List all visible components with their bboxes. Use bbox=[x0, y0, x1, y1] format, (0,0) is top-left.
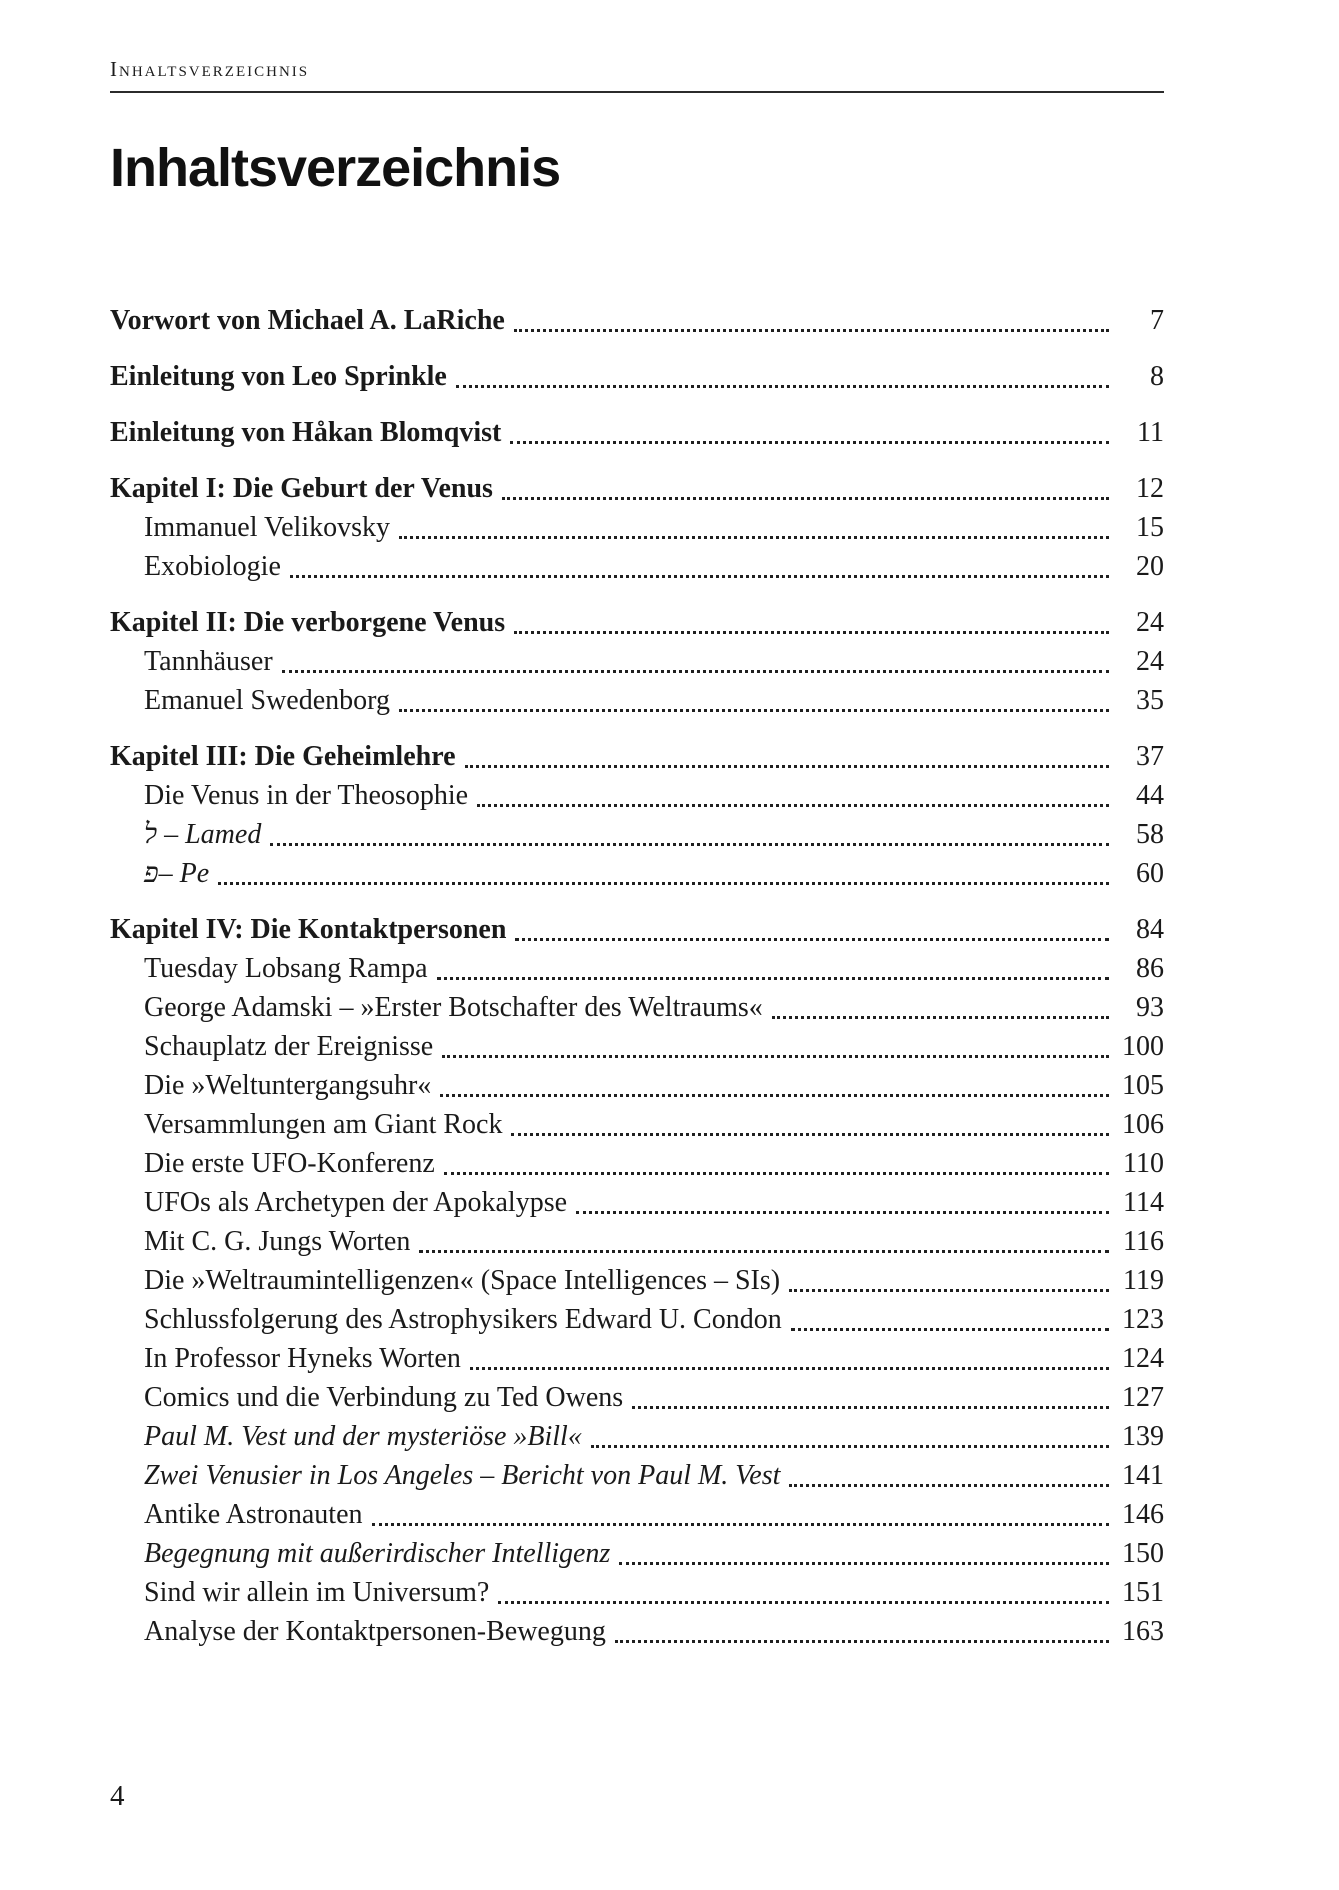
toc-entry-label: Die »Weltraumintelligenzen« (Space Intelligences – SIs) bbox=[144, 1265, 781, 1297]
toc-entry-page-number: 24 bbox=[1136, 607, 1164, 639]
toc-entry-page-number: 106 bbox=[1122, 1109, 1164, 1141]
table-of-contents bbox=[110, 301, 1164, 1651]
toc-entry bbox=[110, 1300, 1164, 1339]
toc-entry bbox=[110, 1378, 1164, 1417]
toc-entry-page-number: 105 bbox=[1122, 1070, 1164, 1102]
toc-entry bbox=[110, 1534, 1164, 1573]
toc-entry-page-number: 146 bbox=[1122, 1499, 1164, 1531]
footer-page-number: 4 bbox=[110, 1780, 125, 1812]
dot-leader bbox=[444, 1172, 1109, 1175]
toc-entry-page-number: 37 bbox=[1136, 741, 1164, 773]
toc-entry-label: פ– Pe bbox=[144, 858, 210, 890]
toc-entry-page-number: 119 bbox=[1123, 1265, 1164, 1297]
toc-entry bbox=[110, 1144, 1164, 1183]
dot-leader bbox=[789, 1289, 1109, 1292]
dot-leader bbox=[270, 843, 1109, 846]
toc-entry-label: Kapitel IV: Die Kontaktpersonen bbox=[110, 914, 507, 946]
toc-entry-label: George Adamski – »Erster Botschafter des Weltraums« bbox=[144, 992, 763, 1024]
dot-leader bbox=[282, 670, 1109, 673]
toc-entry bbox=[110, 737, 1164, 776]
toc-entry bbox=[110, 1339, 1164, 1378]
dot-leader bbox=[514, 631, 1109, 634]
toc-entry bbox=[110, 1573, 1164, 1612]
toc-entry bbox=[110, 988, 1164, 1027]
toc-entry-page-number: 127 bbox=[1122, 1382, 1164, 1414]
dot-leader bbox=[419, 1250, 1109, 1253]
toc-entry bbox=[110, 776, 1164, 815]
toc-entry-page-number: 20 bbox=[1136, 551, 1164, 583]
toc-entry-label: Antike Astronauten bbox=[144, 1499, 363, 1531]
toc-entry bbox=[110, 357, 1164, 396]
toc-entry bbox=[110, 469, 1164, 508]
toc-entry bbox=[110, 681, 1164, 720]
toc-entry-label: Comics und die Verbindung zu Ted Owens bbox=[144, 1382, 624, 1414]
toc-entry-label: Schauplatz der Ereignisse bbox=[144, 1031, 434, 1063]
dot-leader bbox=[791, 1328, 1109, 1331]
dot-leader bbox=[515, 938, 1109, 941]
toc-entry bbox=[110, 1105, 1164, 1144]
dot-leader bbox=[477, 804, 1109, 807]
toc-entry-label: In Professor Hyneks Worten bbox=[144, 1343, 461, 1375]
toc-entry bbox=[110, 1222, 1164, 1261]
dot-leader bbox=[789, 1484, 1109, 1487]
toc-entry bbox=[110, 603, 1164, 642]
toc-entry-page-number: 124 bbox=[1122, 1343, 1164, 1375]
toc-entry-page-number: 150 bbox=[1122, 1538, 1164, 1570]
toc-entry-page-number: 8 bbox=[1150, 361, 1164, 393]
toc-entry-label: Zwei Venusier in Los Angeles – Bericht von Paul M. Vest bbox=[144, 1460, 781, 1492]
toc-entry bbox=[110, 910, 1164, 949]
toc-entry-page-number: 123 bbox=[1122, 1304, 1164, 1336]
page-title: Inhaltsverzeichnis bbox=[110, 138, 561, 199]
dot-leader bbox=[437, 977, 1109, 980]
dot-leader bbox=[290, 575, 1109, 578]
toc-entry-label: ל – Lamed bbox=[144, 819, 262, 851]
toc-entry-label: Die »Weltuntergangsuhr« bbox=[144, 1070, 432, 1102]
toc-entry-label: Einleitung von Leo Sprinkle bbox=[110, 361, 447, 393]
toc-entry-page-number: 11 bbox=[1137, 417, 1164, 449]
dot-leader bbox=[456, 385, 1109, 388]
toc-entry-page-number: 100 bbox=[1122, 1031, 1164, 1063]
dot-leader bbox=[218, 882, 1109, 885]
toc-entry-label: Versammlungen am Giant Rock bbox=[144, 1109, 503, 1141]
toc-entry-label: Tannhäuser bbox=[144, 646, 273, 678]
toc-entry bbox=[110, 1495, 1164, 1534]
toc-entry-page-number: 163 bbox=[1122, 1616, 1164, 1648]
dot-leader bbox=[514, 329, 1109, 332]
toc-entry-label: Begegnung mit außerirdischer Intelligenz bbox=[144, 1538, 611, 1570]
toc-entry bbox=[110, 1261, 1164, 1300]
toc-entry-page-number: 24 bbox=[1136, 646, 1164, 678]
toc-entry-page-number: 7 bbox=[1150, 305, 1164, 337]
toc-entry-page-number: 12 bbox=[1136, 473, 1164, 505]
toc-entry bbox=[110, 815, 1164, 854]
running-header: Inhaltsverzeichnis bbox=[110, 57, 310, 81]
toc-entry-page-number: 114 bbox=[1123, 1187, 1164, 1219]
toc-entry-label: Analyse der Kontaktpersonen-Bewegung bbox=[144, 1616, 606, 1648]
toc-entry-label: Die Venus in der Theosophie bbox=[144, 780, 469, 812]
toc-entry-page-number: 35 bbox=[1136, 685, 1164, 717]
toc-entry-page-number: 139 bbox=[1122, 1421, 1164, 1453]
toc-entry-label: Kapitel I: Die Geburt der Venus bbox=[110, 473, 493, 505]
dot-leader bbox=[511, 1133, 1109, 1136]
toc-entry-page-number: 84 bbox=[1136, 914, 1164, 946]
dot-leader bbox=[442, 1055, 1109, 1058]
dot-leader bbox=[619, 1562, 1109, 1565]
toc-entry bbox=[110, 1612, 1164, 1651]
dot-leader bbox=[510, 441, 1109, 444]
toc-entry-label: Kapitel III: Die Geheimlehre bbox=[110, 741, 456, 773]
toc-entry-label: Einleitung von Håkan Blomqvist bbox=[110, 417, 502, 449]
toc-entry-label: Paul M. Vest und der mysteriöse »Bill« bbox=[144, 1421, 582, 1453]
toc-entry-page-number: 110 bbox=[1123, 1148, 1164, 1180]
dot-leader bbox=[470, 1367, 1109, 1370]
toc-entry-label: Schlussfolgerung des Astrophysikers Edward U. Condon bbox=[144, 1304, 782, 1336]
dot-leader bbox=[399, 536, 1109, 539]
toc-entry-label: Emanuel Swedenborg bbox=[144, 685, 390, 717]
toc-entry-page-number: 58 bbox=[1136, 819, 1164, 851]
toc-entry-label: Exobiologie bbox=[144, 551, 281, 583]
toc-entry bbox=[110, 1066, 1164, 1105]
toc-entry bbox=[110, 1456, 1164, 1495]
toc-entry-label: Mit C. G. Jungs Worten bbox=[144, 1226, 411, 1258]
toc-entry-label: Vorwort von Michael A. LaRiche bbox=[110, 305, 505, 337]
toc-entry-page-number: 93 bbox=[1136, 992, 1164, 1024]
toc-entry-label: UFOs als Archetypen der Apokalypse bbox=[144, 1187, 568, 1219]
toc-entry-page-number: 60 bbox=[1136, 858, 1164, 890]
toc-entry bbox=[110, 508, 1164, 547]
toc-entry bbox=[110, 949, 1164, 988]
toc-entry-page-number: 141 bbox=[1122, 1460, 1164, 1492]
dot-leader bbox=[591, 1445, 1109, 1448]
dot-leader bbox=[615, 1640, 1109, 1643]
toc-entry-label: Tuesday Lobsang Rampa bbox=[144, 953, 428, 985]
toc-entry bbox=[110, 301, 1164, 340]
dot-leader bbox=[632, 1406, 1109, 1409]
toc-entry bbox=[110, 854, 1164, 893]
dot-leader bbox=[440, 1094, 1109, 1097]
toc-entry-page-number: 15 bbox=[1136, 512, 1164, 544]
dot-leader bbox=[372, 1523, 1109, 1526]
toc-entry bbox=[110, 1183, 1164, 1222]
dot-leader bbox=[399, 709, 1109, 712]
header-rule bbox=[110, 91, 1164, 93]
dot-leader bbox=[502, 497, 1109, 500]
toc-entry bbox=[110, 413, 1164, 452]
toc-entry-label: Sind wir allein im Universum? bbox=[144, 1577, 490, 1609]
toc-entry-label: Kapitel II: Die verborgene Venus bbox=[110, 607, 506, 639]
dot-leader bbox=[576, 1211, 1109, 1214]
toc-entry bbox=[110, 642, 1164, 681]
toc-entry bbox=[110, 547, 1164, 586]
dot-leader bbox=[498, 1601, 1109, 1604]
toc-entry-page-number: 151 bbox=[1122, 1577, 1164, 1609]
dot-leader bbox=[772, 1016, 1109, 1019]
toc-entry-page-number: 44 bbox=[1136, 780, 1164, 812]
toc-entry-label: Immanuel Velikovsky bbox=[144, 512, 391, 544]
toc-entry-label: Die erste UFO-Konferenz bbox=[144, 1148, 435, 1180]
page-content bbox=[110, 0, 1164, 1651]
dot-leader bbox=[465, 765, 1109, 768]
toc-entry bbox=[110, 1417, 1164, 1456]
toc-entry bbox=[110, 1027, 1164, 1066]
toc-entry-page-number: 116 bbox=[1123, 1226, 1164, 1258]
toc-entry-page-number: 86 bbox=[1136, 953, 1164, 985]
